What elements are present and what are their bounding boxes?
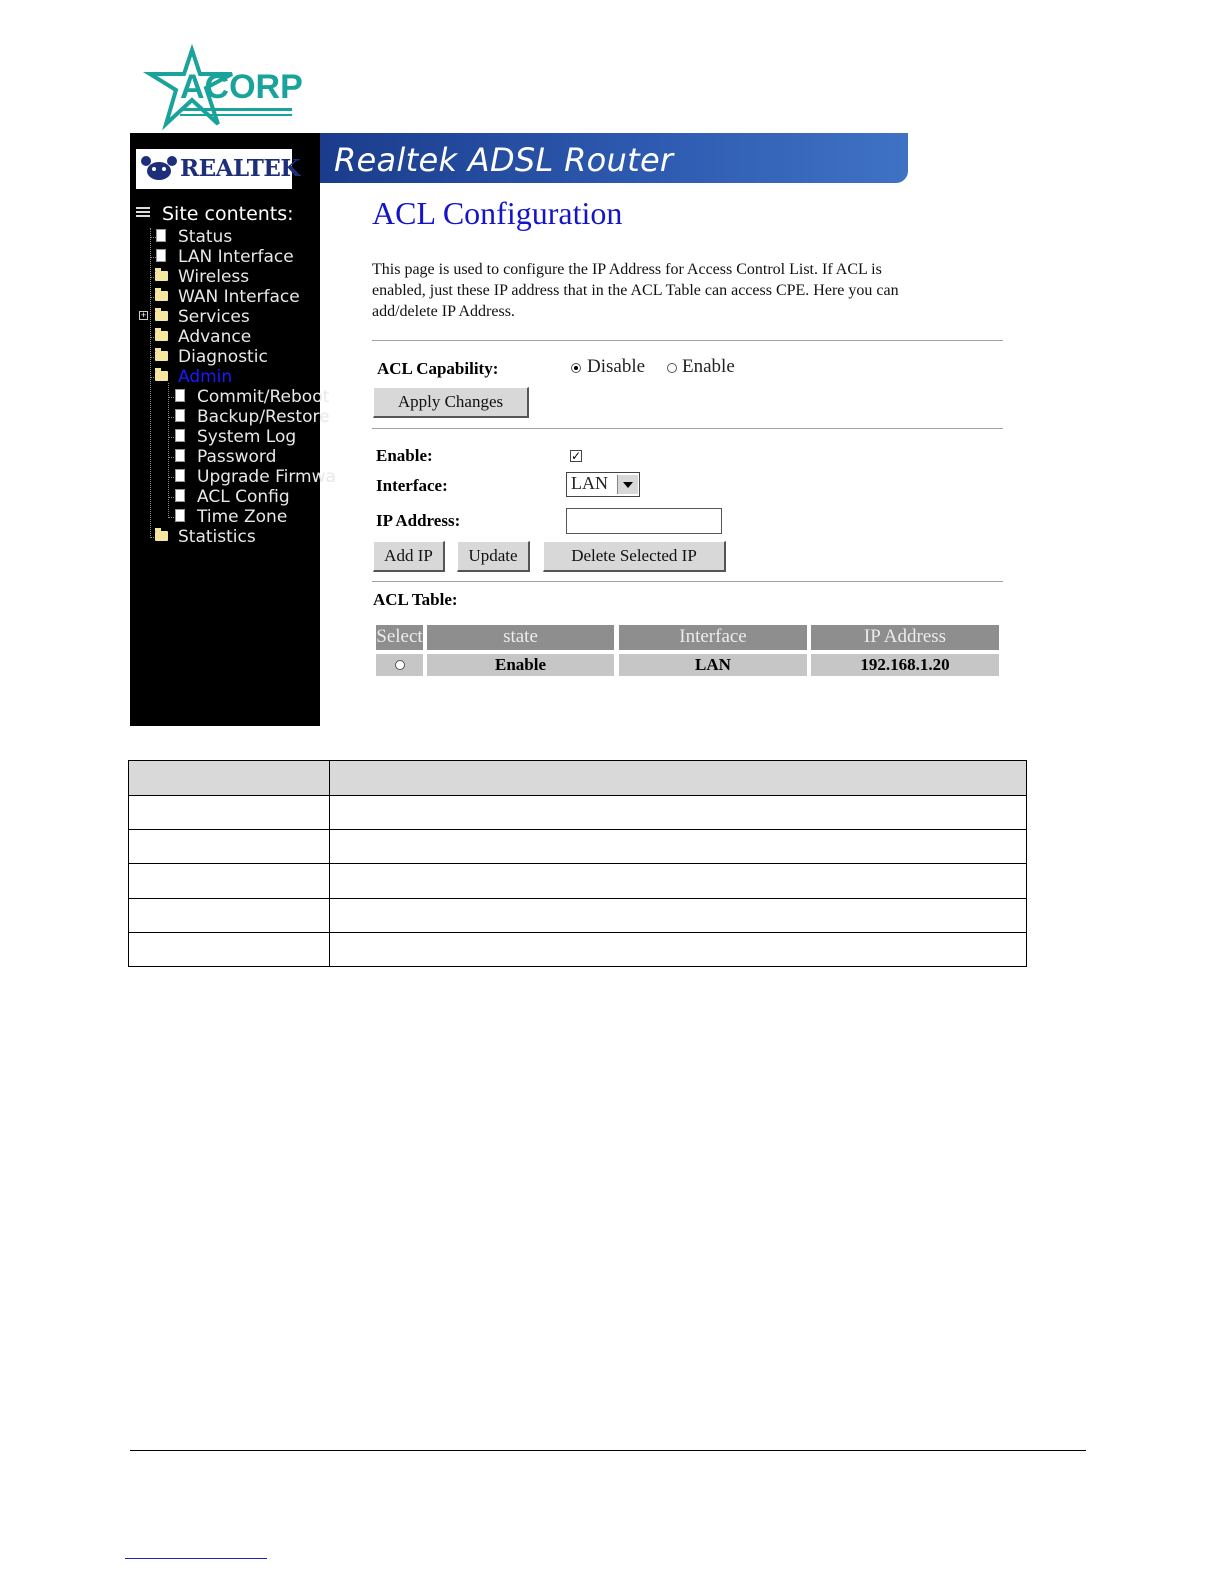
sidebar-item-backup-restore[interactable]: Backup/Restore (197, 407, 330, 427)
sidebar-item-commit-reboot[interactable]: Commit/Reboot (197, 387, 330, 407)
realtek-logo-text: REALTEK (180, 155, 300, 182)
realtek-crab-icon (140, 153, 178, 185)
apply-changes-button[interactable]: Apply Changes (373, 387, 529, 418)
folder-icon (155, 351, 168, 361)
divider (372, 340, 1003, 341)
site-contents-icon (136, 207, 150, 219)
table-cell-state: Enable (427, 654, 614, 676)
add-ip-button[interactable]: Add IP (373, 541, 445, 572)
divider (372, 581, 1003, 582)
table-row (129, 829, 1026, 830)
delete-selected-ip-button[interactable]: Delete Selected IP (543, 541, 726, 572)
sidebar-item-admin[interactable]: Admin (178, 367, 233, 387)
sidebar-item-diagnostic[interactable]: Diagnostic (178, 347, 268, 367)
enable-checkbox[interactable]: ✓ (571, 449, 582, 463)
table-header-ip-address: IP Address (811, 625, 999, 650)
footer-rule (130, 1450, 1086, 1451)
page-icon (156, 249, 166, 262)
table-row (129, 932, 1026, 933)
sidebar-item-acl-config[interactable]: ACL Config (197, 487, 290, 507)
table-cell-interface: LAN (619, 654, 807, 676)
expand-plus-icon[interactable]: + (140, 310, 147, 320)
table-header-state: state (427, 625, 614, 650)
row-select-radio[interactable] (395, 660, 405, 670)
ip-address-input[interactable] (566, 508, 722, 534)
table-row (129, 863, 1026, 864)
sidebar-item-password[interactable]: Password (197, 447, 277, 467)
enable-label: Enable: (376, 446, 433, 465)
parameter-table (128, 760, 1027, 967)
page-title: ACL Configuration (372, 195, 623, 231)
capability-disable-radio[interactable] (571, 363, 581, 373)
column-divider (329, 761, 330, 966)
banner (320, 133, 908, 183)
page-icon (175, 449, 185, 462)
table-header-interface: Interface (619, 625, 807, 650)
page-icon (175, 409, 185, 422)
folder-icon (155, 291, 168, 301)
sidebar-item-wan-interface[interactable]: WAN Interface (178, 287, 300, 307)
interface-select-value: LAN (571, 473, 608, 493)
sidebar-item-status[interactable]: Status (178, 227, 233, 247)
folder-icon (155, 531, 168, 541)
acorp-logo (140, 44, 305, 130)
page-icon (175, 389, 185, 402)
page-icon (175, 429, 185, 442)
folder-icon (155, 311, 168, 321)
router-screenshot (130, 133, 1025, 726)
chevron-down-icon[interactable] (617, 475, 638, 494)
page-icon (156, 229, 166, 242)
table-row (129, 795, 1026, 796)
sidebar-item-time-zone[interactable]: Time Zone (197, 507, 288, 527)
banner-title: Realtek ADSL Router (334, 141, 674, 179)
page-icon (175, 489, 185, 502)
capability-disable-label: Disable (587, 356, 646, 377)
capability-enable-label: Enable (682, 356, 735, 377)
update-button[interactable]: Update (457, 541, 530, 572)
folder-icon (155, 271, 168, 281)
capability-enable-radio[interactable] (667, 363, 677, 373)
sidebar-heading: Site contents: (162, 203, 294, 225)
table-cell-ip-address: 192.168.1.20 (811, 654, 999, 676)
tree-line (150, 228, 152, 538)
sidebar-item-statistics[interactable]: Statistics (178, 527, 256, 547)
sidebar-item-services[interactable]: Services (178, 307, 250, 327)
page-icon (175, 469, 185, 482)
sidebar-item-upgrade-firmware[interactable]: Upgrade Firmwa (197, 467, 336, 487)
table-cell-select (376, 654, 423, 676)
divider (372, 428, 1003, 429)
footer-link-underline[interactable] (125, 1558, 267, 1559)
open-folder-icon (155, 371, 168, 381)
table-row (129, 898, 1026, 899)
folder-icon (155, 331, 168, 341)
table-header-select: Select (376, 625, 423, 650)
interface-select[interactable] (566, 472, 640, 497)
sidebar (130, 133, 336, 726)
sidebar-item-advance[interactable]: Advance (178, 327, 252, 347)
acl-capability-label: ACL Capability: (377, 359, 499, 378)
page-description: This page is used to configure the IP Address for Access Control List. If ACL is enabled, just these IP address that in the ACL Table can access CPE. Here you can add/delete IP Address. (372, 261, 899, 320)
acl-table-label: ACL Table: (373, 590, 458, 609)
realtek-logo (136, 149, 300, 189)
ip-address-label: IP Address: (376, 511, 461, 530)
sidebar-item-lan-interface[interactable]: LAN Interface (178, 247, 294, 267)
sidebar-item-system-log[interactable]: System Log (197, 427, 297, 447)
page-icon (175, 509, 185, 522)
sidebar-item-wireless[interactable]: Wireless (178, 267, 250, 287)
interface-label: Interface: (376, 476, 448, 495)
acorp-logo-text: ACORP (180, 68, 303, 106)
parameter-table-header (129, 761, 1026, 795)
